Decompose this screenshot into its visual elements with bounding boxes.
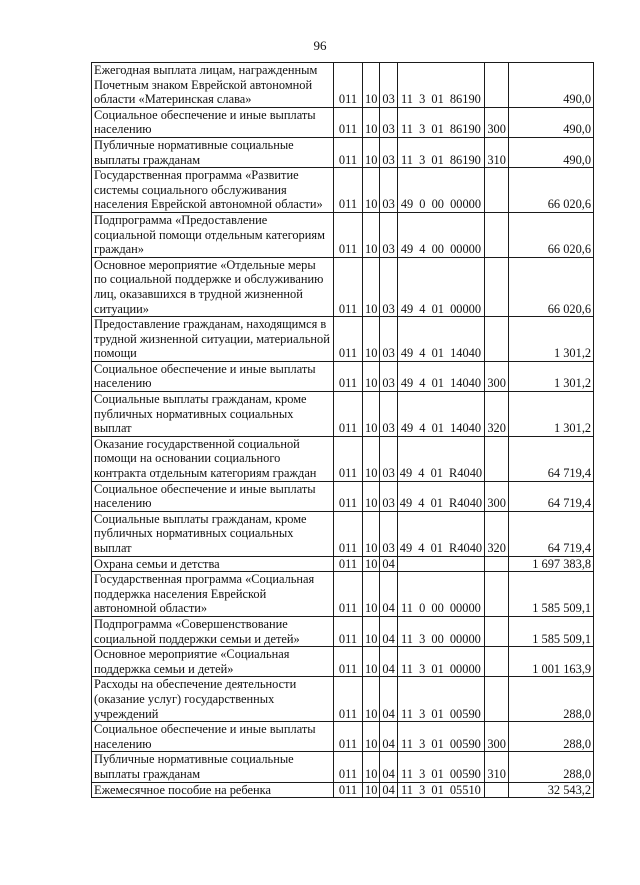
section-code: 10	[363, 677, 380, 722]
subsection-code: 04	[380, 647, 397, 677]
table-row	[92, 752, 594, 782]
expense-type-code	[485, 212, 509, 257]
expense-name: Оказание государственной социальной помощи на основании социального контракта отдельным категориям граждан	[92, 436, 334, 481]
expense-type-code: 300	[485, 107, 509, 137]
expense-name: Основное мероприятие «Отдельные меры по социальной поддержке и обслуживанию лиц, оказавшихся в трудной жизненной ситуации»	[92, 257, 334, 316]
expense-type-code	[485, 317, 509, 362]
expense-name: Подпрограмма «Предоставление социальной помощи отдельным категориям граждан»	[92, 212, 334, 257]
expense-name: Социальные выплаты гражданам, кроме публичных нормативных социальных выплат	[92, 392, 334, 437]
target-article-code: 49 4 01 R4040	[397, 511, 484, 556]
section-code: 10	[363, 317, 380, 362]
table-row	[92, 481, 594, 511]
target-article-code: 49 4 00 00000	[397, 212, 484, 257]
subsection-code: 03	[380, 361, 397, 391]
expense-name: Расходы на обеспечение деятельности (оказание услуг) государственных учреждений	[92, 677, 334, 722]
expense-type-code	[485, 677, 509, 722]
expense-name: Ежемесячное пособие на ребенка	[92, 782, 334, 798]
subsection-code: 03	[380, 317, 397, 362]
subsection-code: 03	[380, 392, 397, 437]
target-article-code: 49 4 01 14040	[397, 317, 484, 362]
ministry-code: 011	[334, 361, 363, 391]
table-row	[92, 137, 594, 167]
expense-type-code	[485, 436, 509, 481]
section-code: 10	[363, 361, 380, 391]
target-article-code: 49 0 00 00000	[397, 168, 484, 213]
expense-name: Социальное обеспечение и иные выплаты населению	[92, 722, 334, 752]
ministry-code: 011	[334, 481, 363, 511]
ministry-code: 011	[334, 752, 363, 782]
amount: 490,0	[509, 63, 594, 108]
amount: 66 020,6	[509, 212, 594, 257]
amount: 1 697 383,8	[509, 556, 594, 572]
expense-type-code	[485, 257, 509, 316]
table-row	[92, 782, 594, 798]
section-code: 10	[363, 107, 380, 137]
target-article-code: 11 3 01 86190	[397, 107, 484, 137]
amount: 66 020,6	[509, 168, 594, 213]
amount: 1 301,2	[509, 361, 594, 391]
expense-name: Социальное обеспечение и иные выплаты населению	[92, 361, 334, 391]
expense-name: Социальное обеспечение и иные выплаты населению	[92, 107, 334, 137]
table-row	[92, 168, 594, 213]
table-row	[92, 436, 594, 481]
table-row	[92, 511, 594, 556]
expense-type-code: 310	[485, 752, 509, 782]
table-row	[92, 392, 594, 437]
target-article-code: 49 4 01 R4040	[397, 436, 484, 481]
ministry-code: 011	[334, 722, 363, 752]
table-row	[92, 63, 594, 108]
expense-name: Основное мероприятие «Социальная поддержка семьи и детей»	[92, 647, 334, 677]
ministry-code: 011	[334, 137, 363, 167]
section-code: 10	[363, 392, 380, 437]
ministry-code: 011	[334, 511, 363, 556]
section-code: 10	[363, 212, 380, 257]
subsection-code: 03	[380, 481, 397, 511]
ministry-code: 011	[334, 616, 363, 646]
expense-type-code	[485, 572, 509, 617]
expense-name: Публичные нормативные социальные выплаты гражданам	[92, 752, 334, 782]
amount: 490,0	[509, 137, 594, 167]
target-article-code: 11 3 00 00000	[397, 616, 484, 646]
expense-type-code	[485, 556, 509, 572]
ministry-code: 011	[334, 782, 363, 798]
expense-type-code: 300	[485, 481, 509, 511]
amount: 64 719,4	[509, 511, 594, 556]
ministry-code: 011	[334, 107, 363, 137]
subsection-code: 04	[380, 782, 397, 798]
expense-name: Социальное обеспечение и иные выплаты населению	[92, 481, 334, 511]
amount: 64 719,4	[509, 436, 594, 481]
target-article-code: 49 4 01 14040	[397, 392, 484, 437]
expense-name: Государственная программа «Социальная поддержка населения Еврейской автономной области»	[92, 572, 334, 617]
expense-type-code	[485, 782, 509, 798]
section-code: 10	[363, 722, 380, 752]
target-article-code: 11 3 01 00590	[397, 752, 484, 782]
section-code: 10	[363, 257, 380, 316]
expense-name: Охрана семьи и детства	[92, 556, 334, 572]
expense-type-code: 320	[485, 392, 509, 437]
target-article-code: 11 3 01 86190	[397, 137, 484, 167]
subsection-code: 04	[380, 722, 397, 752]
ministry-code: 011	[334, 257, 363, 316]
subsection-code: 03	[380, 63, 397, 108]
amount: 490,0	[509, 107, 594, 137]
subsection-code: 04	[380, 616, 397, 646]
subsection-code: 04	[380, 752, 397, 782]
ministry-code: 011	[334, 63, 363, 108]
expense-name: Публичные нормативные социальные выплаты гражданам	[92, 137, 334, 167]
subsection-code: 03	[380, 257, 397, 316]
subsection-code: 03	[380, 137, 397, 167]
target-article-code: 11 3 01 00000	[397, 647, 484, 677]
target-article-code: 11 3 01 86190	[397, 63, 484, 108]
expense-type-code	[485, 616, 509, 646]
amount: 1 301,2	[509, 392, 594, 437]
ministry-code: 011	[334, 168, 363, 213]
table-row	[92, 572, 594, 617]
expense-type-code: 300	[485, 722, 509, 752]
amount: 1 001 163,9	[509, 647, 594, 677]
target-article-code: 11 3 01 00590	[397, 677, 484, 722]
ministry-code: 011	[334, 317, 363, 362]
ministry-code: 011	[334, 556, 363, 572]
ministry-code: 011	[334, 677, 363, 722]
expense-type-code	[485, 168, 509, 213]
section-code: 10	[363, 572, 380, 617]
table-row	[92, 556, 594, 572]
expense-name: Государственная программа «Развитие системы социального обслуживания населения Еврейской автономной области»	[92, 168, 334, 213]
section-code: 10	[363, 647, 380, 677]
table-row	[92, 257, 594, 316]
budget-table-body	[92, 63, 594, 798]
target-article-code: 11 3 01 05510	[397, 782, 484, 798]
subsection-code: 03	[380, 168, 397, 213]
expense-type-code: 320	[485, 511, 509, 556]
amount: 66 020,6	[509, 257, 594, 316]
section-code: 10	[363, 168, 380, 213]
target-article-code: 49 4 01 14040	[397, 361, 484, 391]
section-code: 10	[363, 137, 380, 167]
table-row	[92, 616, 594, 646]
expense-type-code	[485, 647, 509, 677]
subsection-code: 03	[380, 511, 397, 556]
subsection-code: 03	[380, 436, 397, 481]
section-code: 10	[363, 63, 380, 108]
section-code: 10	[363, 782, 380, 798]
table-row	[92, 647, 594, 677]
target-article-code: 49 4 01 00000	[397, 257, 484, 316]
expense-name: Предоставление гражданам, находящимся в трудной жизненной ситуации, материальной помощи	[92, 317, 334, 362]
ministry-code: 011	[334, 647, 363, 677]
section-code: 10	[363, 481, 380, 511]
subsection-code: 03	[380, 107, 397, 137]
section-code: 10	[363, 436, 380, 481]
table-row	[92, 107, 594, 137]
ministry-code: 011	[334, 212, 363, 257]
expense-name: Социальные выплаты гражданам, кроме публичных нормативных социальных выплат	[92, 511, 334, 556]
ministry-code: 011	[334, 436, 363, 481]
amount: 288,0	[509, 722, 594, 752]
target-article-code: 11 3 01 00590	[397, 722, 484, 752]
ministry-code: 011	[334, 392, 363, 437]
amount: 1 585 509,1	[509, 616, 594, 646]
subsection-code: 04	[380, 677, 397, 722]
subsection-code: 04	[380, 572, 397, 617]
page-number: 96	[313, 38, 327, 53]
budget-table	[91, 62, 594, 798]
expense-name: Подпрограмма «Совершенствование социальной поддержки семьи и детей»	[92, 616, 334, 646]
target-article-code: 11 0 00 00000	[397, 572, 484, 617]
table-row	[92, 677, 594, 722]
amount: 1 301,2	[509, 317, 594, 362]
amount: 1 585 509,1	[509, 572, 594, 617]
table-row	[92, 212, 594, 257]
expense-name: Ежегодная выплата лицам, награжденным Почетным знаком Еврейской автономной области «Материнская слава»	[92, 63, 334, 108]
table-row	[92, 722, 594, 752]
target-article-code	[397, 556, 484, 572]
section-code: 10	[363, 616, 380, 646]
subsection-code: 04	[380, 556, 397, 572]
target-article-code: 49 4 01 R4040	[397, 481, 484, 511]
table-row	[92, 361, 594, 391]
table-row	[92, 317, 594, 362]
amount: 64 719,4	[509, 481, 594, 511]
section-code: 10	[363, 511, 380, 556]
amount: 288,0	[509, 752, 594, 782]
section-code: 10	[363, 556, 380, 572]
expense-type-code: 310	[485, 137, 509, 167]
amount: 32 543,2	[509, 782, 594, 798]
expense-type-code	[485, 63, 509, 108]
subsection-code: 03	[380, 212, 397, 257]
ministry-code: 011	[334, 572, 363, 617]
section-code: 10	[363, 752, 380, 782]
amount: 288,0	[509, 677, 594, 722]
expense-type-code: 300	[485, 361, 509, 391]
